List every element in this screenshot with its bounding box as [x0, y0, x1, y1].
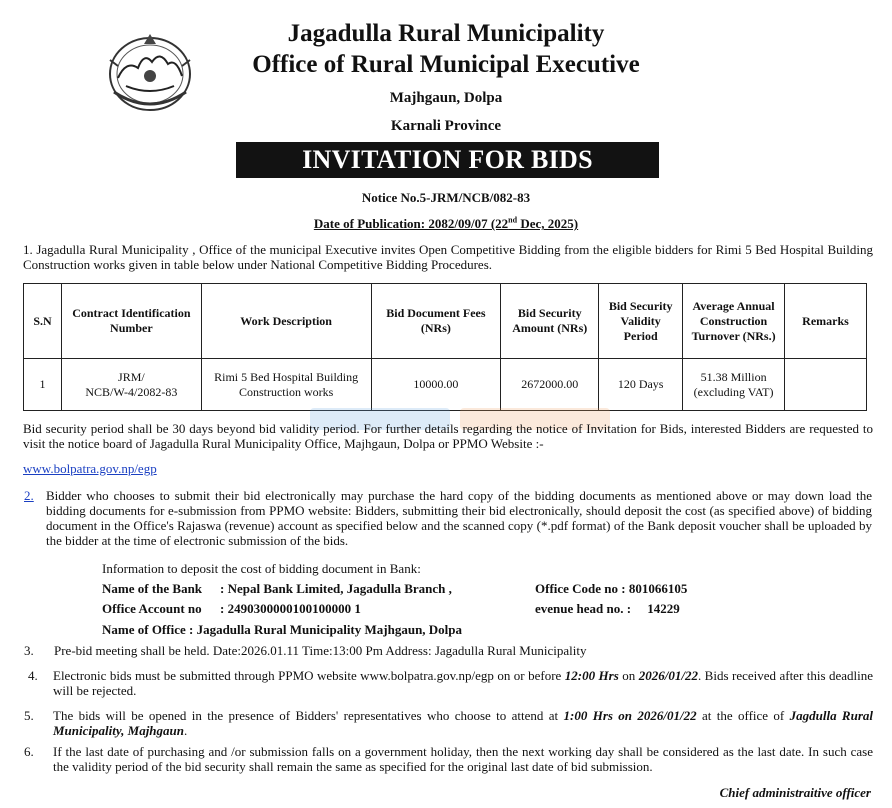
municipality-title: Jagadulla Rural Municipality — [287, 20, 605, 47]
col-sn: S.N — [24, 284, 62, 359]
col-fees: Bid Document Fees (NRs) — [371, 284, 501, 359]
cell-validity: 120 Days — [599, 359, 683, 411]
intro-paragraph: 1. Jagadulla Rural Municipality , Office of the municipal Executive invites Open Competitive Bidding from the eligible bidders for Rimi 5 Bed Hospital Building Construction works given in table below under National Competitive Bidding Procedures. — [23, 242, 873, 272]
bank-name-value: : Nepal Bank Limited, Jagadulla Branch , — [220, 581, 452, 596]
office-code: Office Code no : 801066105 — [535, 581, 688, 596]
cell-sn: 1 — [24, 359, 62, 411]
account-value: : 2490300000100100000 1 — [220, 601, 361, 616]
deposit-intro: Information to deposit the cost of bidding document in Bank: — [102, 561, 421, 576]
account-label: Office Account no — [102, 601, 202, 616]
invitation-banner: INVITATION FOR BIDS — [236, 142, 659, 178]
cell-turnover: 51.38 Million (excluding VAT) — [683, 359, 785, 411]
table-header-row — [24, 284, 867, 359]
revenue-head: evenue head no. : 14229 — [535, 601, 680, 616]
item-3-number: 3. — [24, 643, 34, 658]
cell-remarks — [785, 359, 867, 411]
publication-date: Date of Publication: 2082/09/07 (22nd Dec, 2025) — [313, 216, 579, 232]
ppmo-website-link[interactable]: www.bolpatra.gov.np/egp — [23, 461, 157, 476]
cell-security: 2672000.00 — [501, 359, 599, 411]
office-name: Name of Office : Jagadulla Rural Municipality Majhgaun, Dolpa — [102, 622, 463, 637]
col-remarks: Remarks — [785, 284, 867, 359]
item-2-text: Bidder who chooses to submit their bid electronically may purchase the hard copy of the bidding documents as mentioned above or may down load the bidding documents for e-submission from PPMO website: Bidders, submitting their bid electronically, should deposit the cost (as specified above) of bidding document in the Office's Rajaswa (revenue) account as specified below and the scanned copy (*.pdf format) of the Bank deposit voucher shall be uploaded by the bidder at the time of electronic submission of the bids. — [46, 488, 872, 548]
signature-line: Chief administraitive officer — [719, 785, 871, 800]
bid-security-paragraph: Bid security period shall be 30 days beyond bid validity period. For further details regarding the notice of Invitation for Bids, interested Bidders are requested to visit the notice board of Jagadulla Rural Municipality Office, Majhgaun, Dolpa or PPMO Website :- — [23, 421, 873, 451]
item-4-text: Electronic bids must be submitted through PPMO website www.bolpatra.gov.np/egp on or before 12:00 Hrs on 2026/01/22. Bids received after this deadline will be rejected. — [53, 668, 874, 698]
item-5-text: The bids will be opened in the presence of Bidders' representatives who choose to attend at 1:00 Hrs on 2026/01/22 at the office of Jagdulla Rural Municipality, Majhgaun. — [53, 708, 873, 738]
province-line: Karnali Province — [390, 118, 502, 134]
col-work: Work Description — [201, 284, 371, 359]
office-title: Office of Rural Municipal Executive — [252, 51, 640, 78]
item-2-number: 2. — [24, 488, 34, 503]
notice-number: Notice No.5-JRM/NCB/082-83 — [361, 190, 531, 205]
item-6-text: If the last date of purchasing and /or submission falls on a government holiday, then the next working day shall be considered as the last date. In such case the validity period of the bid security shall remain the same as specified for the original last date of bid submission. — [53, 744, 873, 774]
cell-fees: 10000.00 — [371, 359, 501, 411]
col-contract: Contract Identification Number — [61, 284, 201, 359]
cell-work: Rimi 5 Bed Hospital Building Construction works — [201, 359, 371, 411]
col-validity: Bid Security Validity Period — [599, 284, 683, 359]
item-3-text: Pre-bid meeting shall be held. Date:2026.01.11 Time:13:00 Pm Address: Jagadulla Rural Municipality — [54, 643, 587, 658]
bids-table — [23, 283, 867, 411]
item-5-number: 5. — [24, 708, 34, 723]
cell-contract: JRM/ NCB/W-4/2082-83 — [61, 359, 201, 411]
item-6-number: 6. — [24, 744, 34, 759]
bank-name-label: Name of the Bank — [102, 581, 203, 596]
col-turnover: Average Annual Construction Turnover (NRs.) — [683, 284, 785, 359]
col-security: Bid Security Amount (NRs) — [501, 284, 599, 359]
item-4-number: 4. — [28, 668, 38, 683]
address-line: Majhgaun, Dolpa — [389, 90, 503, 106]
